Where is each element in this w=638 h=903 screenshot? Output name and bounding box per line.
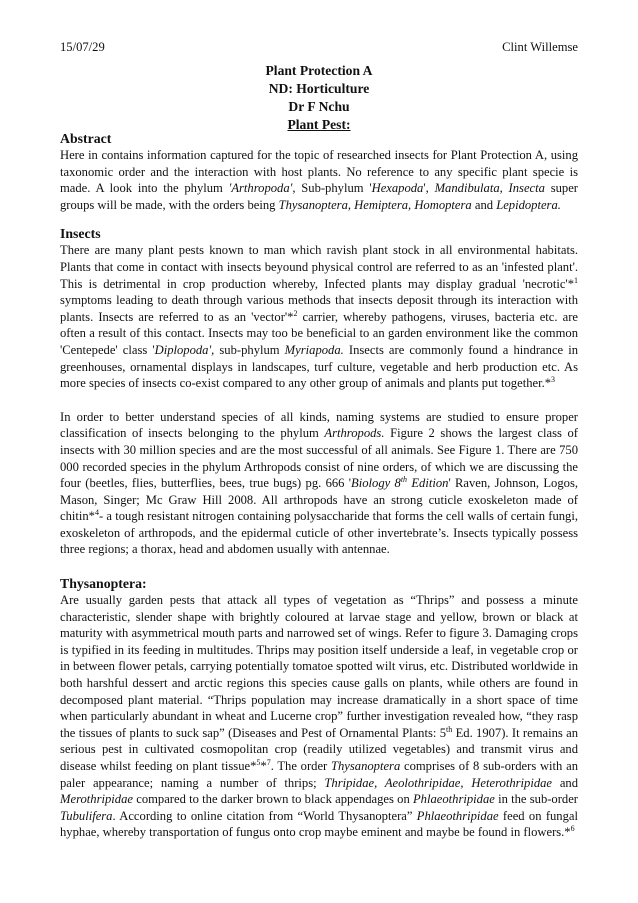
thysanoptera-heading: Thysanoptera:: [60, 576, 147, 592]
document-subtitle: Plant Pest:: [287, 117, 351, 132]
insects-paragraph-1: There are many plant pests known to man which ravish plant stock in all environmental habitats. Plants that come in contact with insects beyound physical control are referred to as an 'infested plant'. This is detrimental in crop production whereby, Infected plants may display gradual 'necrotic'*$^1$ symptoms leading to death through various methods that insects deposit through its interaction with plants. Insects are referred to as an 'vector'*$^2$ carrier, whereby pathogens, viruses, bacteria etc. are often a result of this contact. Insects may too be beneficial to an garden environment like the common 'Centepede' class 'Diplopoda', sub-phylum Myriapoda. Insects are commonly found a hindrance in greenhouses, ornamental displays in landscapes, turf culture, vegetable and herb production etc. As more species of insects co-exist compared to any other group of animals and plants put together.*$^3$: [60, 243, 579, 391]
header-author: Clint Willemse: [502, 40, 578, 54]
thysanoptera-paragraph: Are usually garden pests that attack all types of vegetation as “Thrips” and possess a minute characteristic, slender shape with brightly coloured at larvae stage and yellow, brown or black at maturity with asymmetrical mouth parts and narrowed set of wings. Refer to figure 3. Damaging crops is typified in its feeding in multitudes. Thrips may position itself underside a leaf, in vegetable crop or in between flower petals, carrying potentially tomatoe spotted wilt virus, etc. Distributed worldwide in both harshful dessert and arctic regions this species cause galls on plants, while others are found in decomposed plant material. “Thrips population may increase dramatically in a short space of time when particularly abundant in wheat and Lucerne crop” further investigation revealed how, “they rasp the tissues of plants to suck sap” (Diseases and Pest of Ornamental Plants: 5th Ed. 1907). It remains an serious pest in cultivated cosmopolitan crop (readily utilized vegetables) and transmit virus and disease whilst feeding on plant tissue*$^5$*$^7$. The order Thysanoptera comprises of 8 sub-orders with an paler appearance; naming a number of thrips; Thripidae, Aeolothripidae, Heterothripidae and Merothripidae compared to the darker brown to black appendages on Phlaeothripidae in the sub-order Tubulifera. According to online citation from “World Thysanoptera” Phlaeothripidae feed on fungal hyphae, whereby transportation of fungus onto crop maybe eminent and maybe be found in flowers.*$^6$: [60, 593, 579, 840]
insects-heading: Insects: [60, 226, 101, 242]
document-body: [60, 130, 578, 841]
abstract-paragraph: Here in contains information captured for the topic of researched insects for Plant Protection A, using taxonomic order and the interaction with host plants. No reference to any specific plant specie is made. A look into the phylum 'Arthropoda', Sub-phylum 'Hexapoda', Mandibulata, Insecta super groups will be made, with the orders being Thysanoptera, Hemiptera, Homoptera and Lepidoptera.: [60, 148, 578, 212]
abstract-heading: Abstract: [60, 131, 112, 146]
qualification-title: ND: Horticulture: [268, 81, 370, 96]
lecturer-name: Dr F Nchu: [288, 99, 350, 114]
insects-paragraph-2: In order to better understand species of all kinds, naming systems are studied to ensure proper classification of insects belonging to the phylum Arthropods. Figure 2 shows the largest class of insects with 30 million species and are the most successful of all animals. See Figure 1. There are 750 000 recorded species in the phylum Arthropods consist of nine orders, of which we are discussing the four (beetles, flies, butterflies, bees, true bugs) pg. 666 'Biology 8th Edition' Raven, Johnson, Logos, Mason, Singer; Mc Graw Hill 2008. All arthropods have an strong cuticle exoskeleton made of chitin*$^4$- a tough resistant nitrogen containing polysaccharide that forms the cell walls of certain fungi, exoskeleton of arthropods, and the epidermal cuticle of other invertebrate’s. Insects typically possess three regions; a thorax, head and abdomen usually with antennae.: [60, 409, 578, 557]
header-date: 15/07/29: [60, 40, 105, 54]
course-title: Plant Protection A: [265, 63, 373, 78]
title-block: [0, 62, 638, 134]
